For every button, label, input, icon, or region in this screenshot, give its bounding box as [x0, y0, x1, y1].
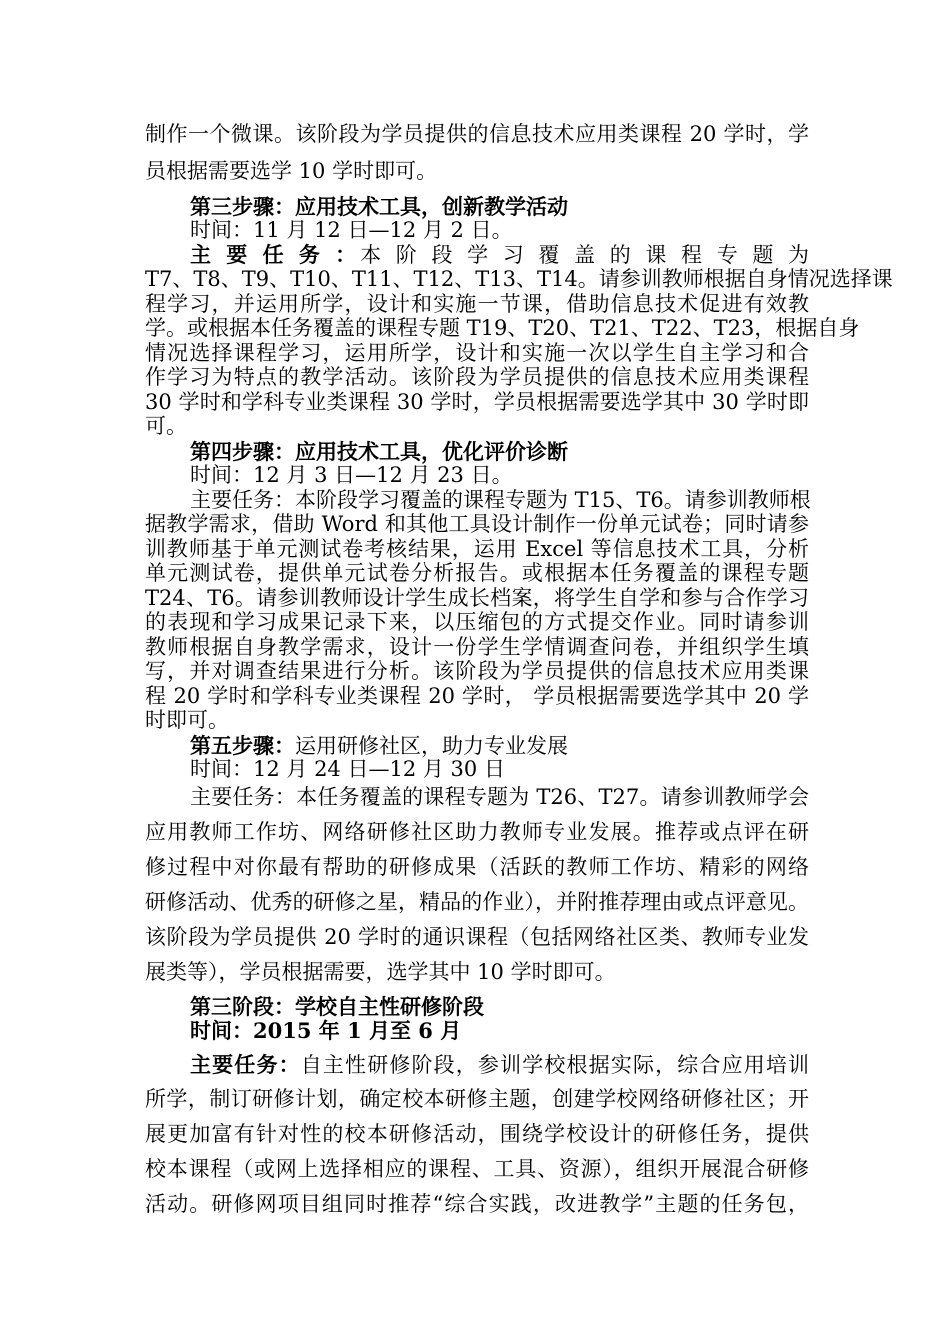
step4-task-line: 据教学需求，借助 Word 和其他工具设计制作一份单元试卷；同时请参 [145, 512, 809, 536]
step5-heading-label: 第五步骤： [190, 733, 295, 758]
step3-task-line: 程学习，并运用所学，设计和实施一节课，借助信息技术促进有效教 [145, 292, 809, 316]
step5-time: 时间：12 月 24 日—12 月 30 日 [190, 757, 505, 781]
step5-task-line: 展类等），学员根据需要，选学其中 10 学时即可。 [145, 960, 616, 984]
intro-line: 制作一个微课。该阶段为学员提供的信息技术应用类课程 20 学时，学 [145, 122, 809, 146]
step4-task-line: 训教师基于单元测试卷考核结果，运用 Excel 等信息技术工具，分析 [145, 537, 809, 561]
step3-task-line: 可。 [145, 414, 187, 438]
step4-task-line: 的表现和学习成果记录下来，以压缩包的方式提交作业。同时请参训 [145, 610, 809, 634]
step4-task-line: 写，并对调查结果进行分析。该阶段为学员提供的信息技术应用类课 [145, 659, 809, 683]
step3-task-first-line [190, 244, 809, 266]
step5-task-first-line: 主要任务：本任务覆盖的课程专题为 T26、T27。请参训教师学会 [190, 785, 809, 809]
step5-task-line: 研修活动、优秀的研修之星，精品的作业），并附推荐理由或点评意见。 [145, 890, 809, 914]
step3-task-line: 情况选择课程学习，运用所学，设计和实施一次以学生自主学习和合 [145, 341, 809, 365]
step4-task-line: 教师根据自身教学需求，设计一份学生学情调查问卷，并组织学生填 [145, 635, 809, 659]
step5-heading-text: 运用研修社区，助力专业发展 [295, 734, 568, 758]
stage3-task-line: 展更加富有针对性的校本研修活动，围绕学校设计的研修任务，提供 [145, 1122, 809, 1146]
stage3-task-line: 校本课程（或网上选择相应的课程、工具、资源），组织开展混合研修 [145, 1157, 809, 1181]
step3-task-line: 学。或根据本任务覆盖的课程专题 T19、T20、T21、T22、T23，根据自身 [145, 316, 860, 340]
step3-heading: 第三步骤：应用技术工具，创新教学活动 [190, 194, 568, 219]
step3-task-text: 本 阶 段 学 习 覆 盖 的 课 程 专 题 为 [360, 243, 809, 267]
intro-line: 员根据需要选学 10 学时即可。 [145, 159, 438, 183]
stage3-task-line: 所学，制订研修计划，确定校本研修主题，创建学校网络研修社区；开 [145, 1087, 809, 1111]
stage3-heading: 第三阶段：学校自主性研修阶段 [190, 994, 484, 1019]
step4-time: 时间：12 月 3 日—12 月 23 日。 [190, 463, 513, 487]
step3-task-line: 30 学时和学科专业类课程 30 学时，学员根据需要选学其中 30 学时即 [145, 390, 809, 414]
step4-heading: 第四步骤：应用技术工具，优化评价诊断 [190, 439, 568, 464]
stage3-task-text: 自主性研修阶段，参训学校根据实际，综合应用培训 [300, 1053, 810, 1077]
step5-heading [190, 735, 568, 757]
step4-task-first-line: 主要任务：本阶段学习覆盖的课程专题为 T15、T6。请参训教师根 [190, 488, 811, 512]
step4-task-line: 时即可。 [145, 708, 229, 732]
step3-task-line: 作学习为特点的教学活动。该阶段为学员提供的信息技术应用类课程 [145, 365, 809, 389]
step3-time: 时间：11 月 12 日—12 月 2 日。 [190, 218, 513, 242]
step5-task-line: 该阶段为学员提供 20 学时的通识课程（包括网络社区类、教师专业发 [145, 925, 809, 949]
step3-task-line: T7、T8、T9、T10、T11、T12、T13、T14。请参训教师根据自身情况选择课 [145, 267, 893, 291]
step4-task-line: 单元测试卷，提供单元试卷分析报告。或根据本任务覆盖的课程专题 [145, 561, 809, 585]
stage3-task-label: 主要任务： [190, 1052, 301, 1077]
step3-task-label: 主 要 任 务 ： [190, 242, 361, 267]
stage3-time: 时间：2015 年 1 月至 6 月 [190, 1018, 462, 1043]
step4-task-line: 程 20 学时和学科专业类课程 20 学时， 学员根据需要选学其中 20 学 [145, 684, 809, 708]
stage3-task-line: 活动。研修网项目组同时推荐“综合实践，改进教学”主题的任务包， [145, 1192, 809, 1216]
step5-task-line: 应用教师工作坊、网络研修社区助力教师专业发展。推荐或点评在研 [145, 820, 809, 844]
step4-task-line: T24、T6。请参训教师设计学生成长档案，将学生自学和参与合作学习 [145, 586, 809, 610]
stage3-task-first-line [190, 1054, 809, 1076]
step5-task-line: 修过程中对你最有帮助的研修成果（活跃的教师工作坊、精彩的网络 [145, 855, 809, 879]
